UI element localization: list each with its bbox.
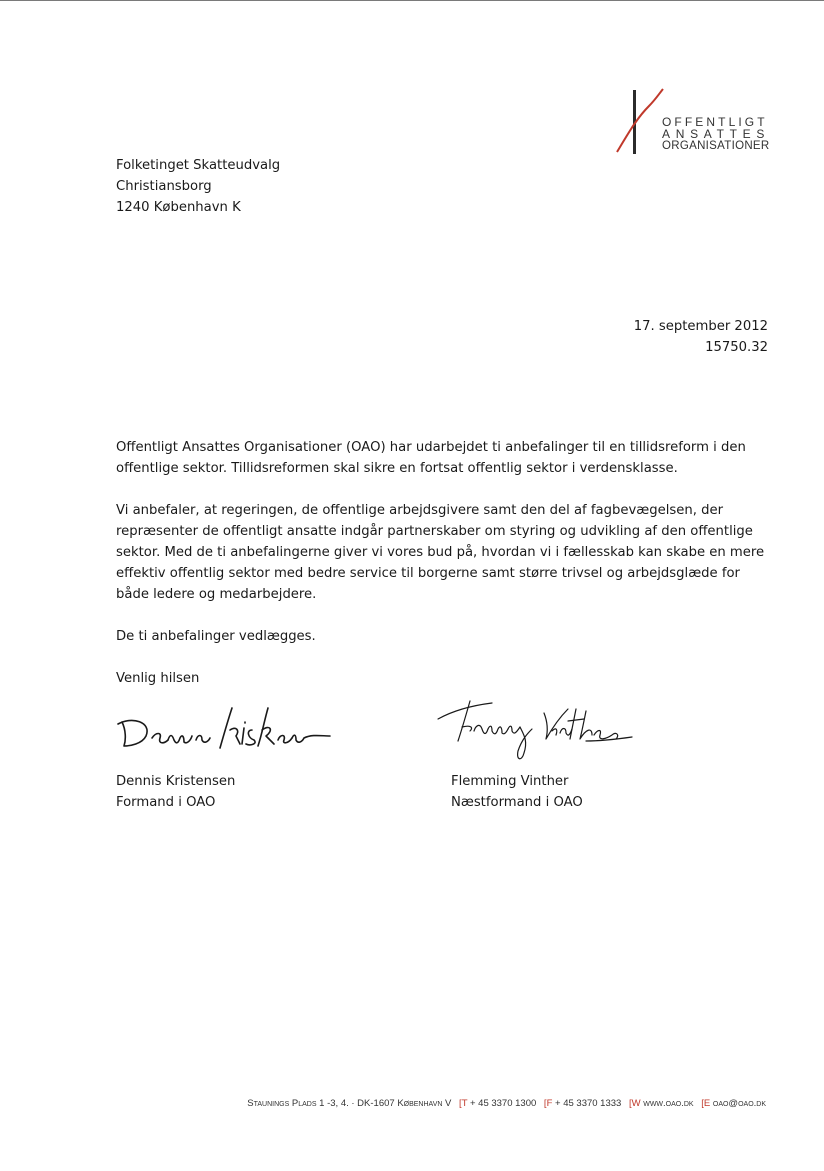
recipient-city: 1240 København K <box>116 200 241 215</box>
recipient-address <box>116 155 280 218</box>
footer-web-label: W <box>631 1098 641 1109</box>
letter-body <box>116 437 766 710</box>
recipient-street: Christiansborg <box>116 179 212 194</box>
body-paragraph-2: Vi anbefaler, at regeringen, de offentlige arbejdsgivere samt den del af fagbevægelsen, der repræsenter de offentligt ansatte indgår partnerskaber om styring og udvikling af den offentlige sektor. Med de ti anbefalingerne giver vi vores bud på, hvordan vi i fællesskab kan skabe en mere effektiv offentlig sektor med bedre service til borgerne samt større trivsel og arbejdsglæde for både ledere og medarbejdere. <box>116 503 765 602</box>
footer-phone: + 45 3370 1300 <box>469 1098 537 1109</box>
body-paragraph-3: De ti anbefalinger vedlægges. <box>116 629 316 644</box>
footer-email-label: E <box>703 1098 711 1109</box>
footer-separator: [ <box>701 1098 704 1109</box>
footer-address: Staunings Plads 1 -3, 4. · DK-1607 København V <box>247 1098 452 1109</box>
letter-date: 17. september 2012 <box>633 319 768 334</box>
footer-web[interactable]: www.oao.dk <box>643 1098 694 1109</box>
signer-right <box>451 771 583 813</box>
footer-separator: [ <box>543 1098 547 1109</box>
footer-email[interactable]: oao@oao.dk <box>712 1098 766 1109</box>
signer-right-title: Næstformand i OAO <box>451 795 583 810</box>
letter-footer <box>247 1098 766 1109</box>
footer-phone-label: T <box>461 1098 468 1109</box>
reference-number: 15750.32 <box>705 340 768 355</box>
signer-left-title: Formand i OAO <box>116 795 216 810</box>
signer-left-name: Dennis Kristensen <box>116 774 236 789</box>
signature-dennis-kristensen <box>112 700 332 764</box>
footer-fax: + 45 3370 1333 <box>555 1098 622 1109</box>
signature-flemming-vinther <box>436 695 636 774</box>
footer-separator: [ <box>459 1098 462 1109</box>
date-block <box>634 316 768 358</box>
logo-wordmark <box>662 116 770 152</box>
oao-logo <box>615 88 775 158</box>
body-paragraph-1: Offentligt Ansattes Organisationer (OAO) har udarbejdet ti anbefalinger til en tillidsreform i den offentlige sektor. Tillidsreformen skal sikre en fortsat offentlig sektor i verdensklasse. <box>116 440 746 476</box>
footer-separator: [ <box>628 1098 632 1109</box>
logo-line-2: ANSATTES <box>662 127 771 141</box>
signature-left-image <box>112 700 332 760</box>
signer-left <box>116 771 235 813</box>
signature-right-image <box>436 695 636 770</box>
top-rule <box>0 0 824 1</box>
closing-salutation: Venlig hilsen <box>116 671 200 686</box>
logo-line-3: ORGANISATIONER <box>662 140 770 152</box>
signer-right-name: Flemming Vinther <box>451 774 569 789</box>
logo-line-1: OFFENTLIGT <box>662 115 768 129</box>
footer-fax-label: F <box>546 1098 553 1109</box>
recipient-name: Folketinget Skatteudvalg <box>116 158 281 173</box>
